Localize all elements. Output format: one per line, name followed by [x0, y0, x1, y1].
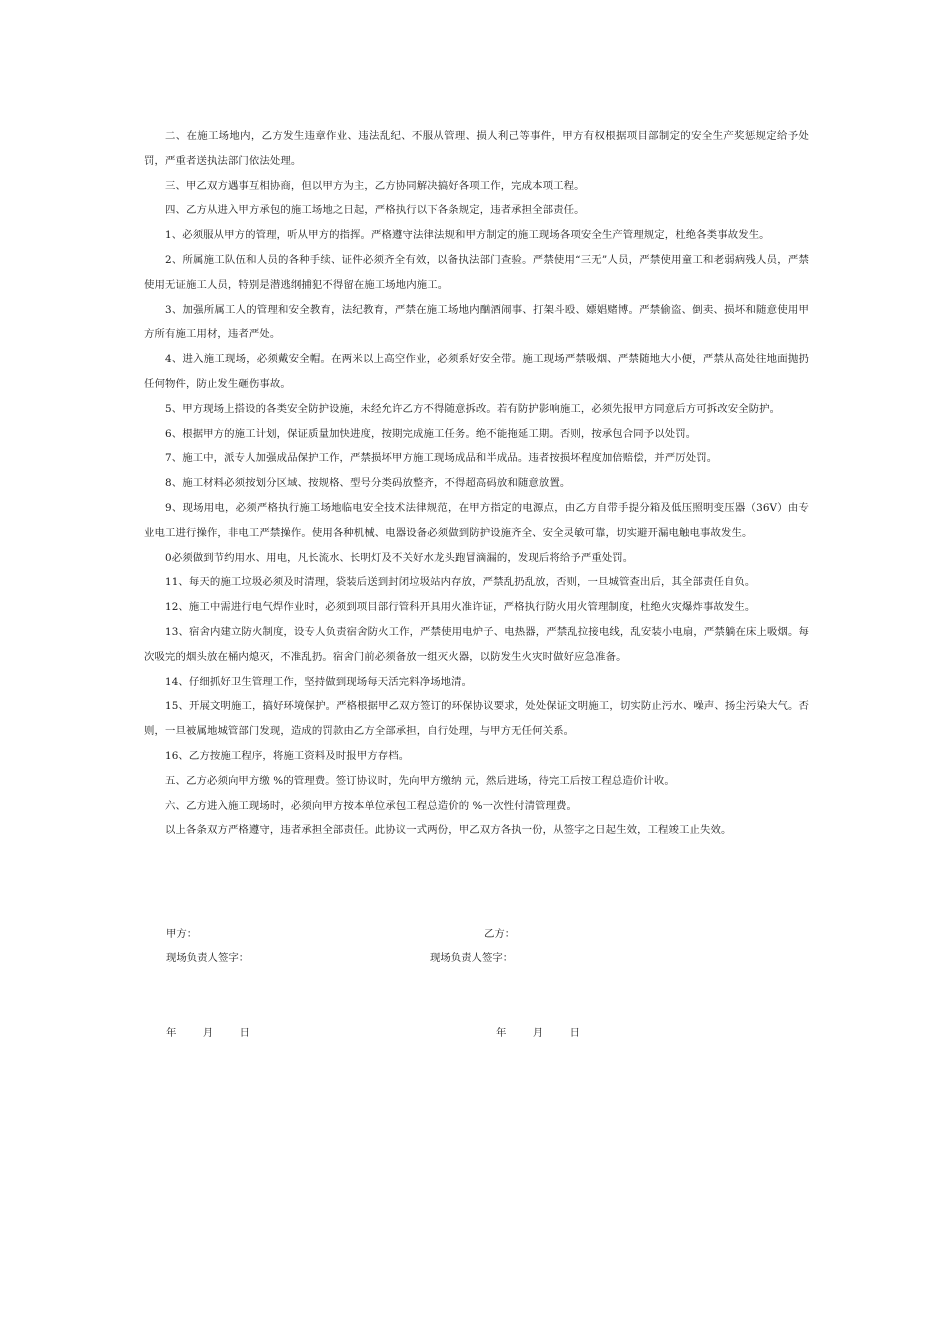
paragraph-clause-5: 五、乙方必须向甲方缴 %的管理费。签订协议时，先向甲方缴纳 元，然后进场，待完工后按工程总造价计收。 [165, 774, 675, 787]
paragraph-item-12: 12、施工中需进行电气焊作业时，必须到项目部行管科开具用火准许证，严格执行防火用火管理制度，杜绝火灾爆炸事故发生。 [165, 601, 756, 614]
party-a-date: 年 月 日 [166, 1027, 251, 1039]
paragraph-item-7: 7、施工中，派专人加强成品保护工作，严禁损坏甲方施工现场成品和半成品。违者按损坏程度加倍赔偿，并严厉处罚。 [165, 452, 718, 465]
paragraph-item-6: 6、根据甲方的施工计划，保证质量加快进度，按期完成施工任务。绝不能拖延工期。否则，按承包合同予以处罚。 [165, 427, 697, 440]
party-b-date: 年 月 日 [496, 1027, 581, 1039]
paragraph-item-14: 14、仔细抓好卫生管理工作，坚持做到现场每天活完料净场地清。 [165, 675, 473, 688]
paragraph-item-11: 11、每天的施工垃圾必须及时清理，袋装后送到封闭垃圾站内存放，严禁乱扔乱放，否则，一旦城管查出后，其全部责任自负。 [165, 576, 756, 589]
party-b-label: 乙方： [484, 928, 516, 940]
paragraph-item-5: 5、甲方现场上搭设的各类安全防护设施，未经允许乙方不得随意拆改。若有防护影响施工，必须先报甲方同意后方可拆改安全防护。 [165, 402, 781, 415]
paragraph-item-15: 15、开展文明施工，搞好环境保护。严格根据甲乙双方签订的环保协议要求，处处保证文明施工，切实防止污水、噪声、扬尘污染大气。否则，一旦被属地城管部门发现，造成的罚款由乙方全部承担，自行处理，与甲方无任何关系。 [144, 700, 809, 738]
paragraph-clause-4: 四、乙方从进入甲方承包的施工场地之日起，严格执行以下各条规定，违者承担全部责任。 [165, 204, 585, 217]
agreement-body [144, 124, 809, 843]
paragraph-item-1: 1、必须服从甲方的管理，听从甲方的指挥。严格遵守法律法规和甲方制定的施工现场各项安全生产管理规定，杜绝各类事故发生。 [165, 229, 770, 242]
paragraph-item-10: 0必须做到节约用水、用电，凡长流水、长明灯及不关好水龙头跑冒滴漏的，发现后将给予严重处罚。 [165, 551, 634, 564]
party-a-label: 甲方： [166, 928, 198, 940]
paragraph-clause-6: 六、乙方进入施工现场时，必须向甲方按本单位承包工程总造价的 %一次性付清管理费。 [165, 799, 578, 812]
party-b-signature-label: 现场负责人签字： [430, 952, 514, 964]
paragraph-item-8: 8、施工材料必须按划分区域、按规格、型号分类码放整齐，不得超高码放和随意放置。 [165, 477, 571, 490]
paragraph-item-9: 9、现场用电，必须严格执行施工场地临电安全技术法律规范，在甲方指定的电源点，由乙方自带手提分箱及低压照明变压器（36V）由专业电工进行操作，非电工严禁操作。使用各种机械、电器设备必须做到防护设施齐全、安全灵敏可靠，切实避开漏电触电事故发生。 [144, 501, 809, 539]
paragraph-item-16: 16、乙方按施工程序，将施工资料及时报甲方存档。 [165, 749, 410, 762]
paragraph-closing: 以上各条双方严格遵守，违者承担全部责任。此协议一式两份，甲乙双方各执一份，从签字之日起生效，工程竣工止失效。 [165, 824, 732, 837]
paragraph-item-13: 13、宿舍内建立防火制度，设专人负责宿舍防火工作，严禁使用电炉子、电热器，严禁乱拉接电线，乱安装小电扇，严禁躺在床上吸烟。每次吸完的烟头放在桶内熄灭，不准乱扔。宿舍门前必须备放一组灭火器，以防发生火灾时做好应急准备。 [144, 625, 809, 663]
party-a-signature-label: 现场负责人签字： [166, 952, 250, 964]
paragraph-clause-3: 三、甲乙双方遇事互相协商，但以甲方为主，乙方协同解决搞好各项工作，完成本项工程。 [165, 179, 585, 192]
paragraph-item-2: 2、所属施工队伍和人员的各种手续、证件必须齐全有效，以备执法部门查验。严禁使用“三无”人员，严禁使用童工和老弱病残人员，严禁使用无证施工人员，特别是潜逃纲捕犯不得留在施工场地内施工。 [144, 253, 809, 291]
paragraph-clause-2: 二、在施工场地内，乙方发生违章作业、违法乱纪、不服从管理、损人利己等事件，甲方有权根据项目部制定的安全生产奖惩规定给予处罚，严重者送执法部门依法处理。 [144, 130, 809, 167]
paragraph-item-4: 4、进入施工现场，必须戴安全帽。在两米以上高空作业，必须系好安全带。施工现场严禁吸烟、严禁随地大小便，严禁从高处往地面抛扔任何物件，防止发生砸伤事故。 [144, 353, 809, 390]
paragraph-item-3: 3、加强所属工人的管理和安全教育，法纪教育，严禁在施工场地内酗酒闹事、打架斗殴、嫖娼赌博。严禁偷盗、倒卖、损坏和随意使用甲方所有施工用材，违者严处。 [144, 303, 809, 341]
